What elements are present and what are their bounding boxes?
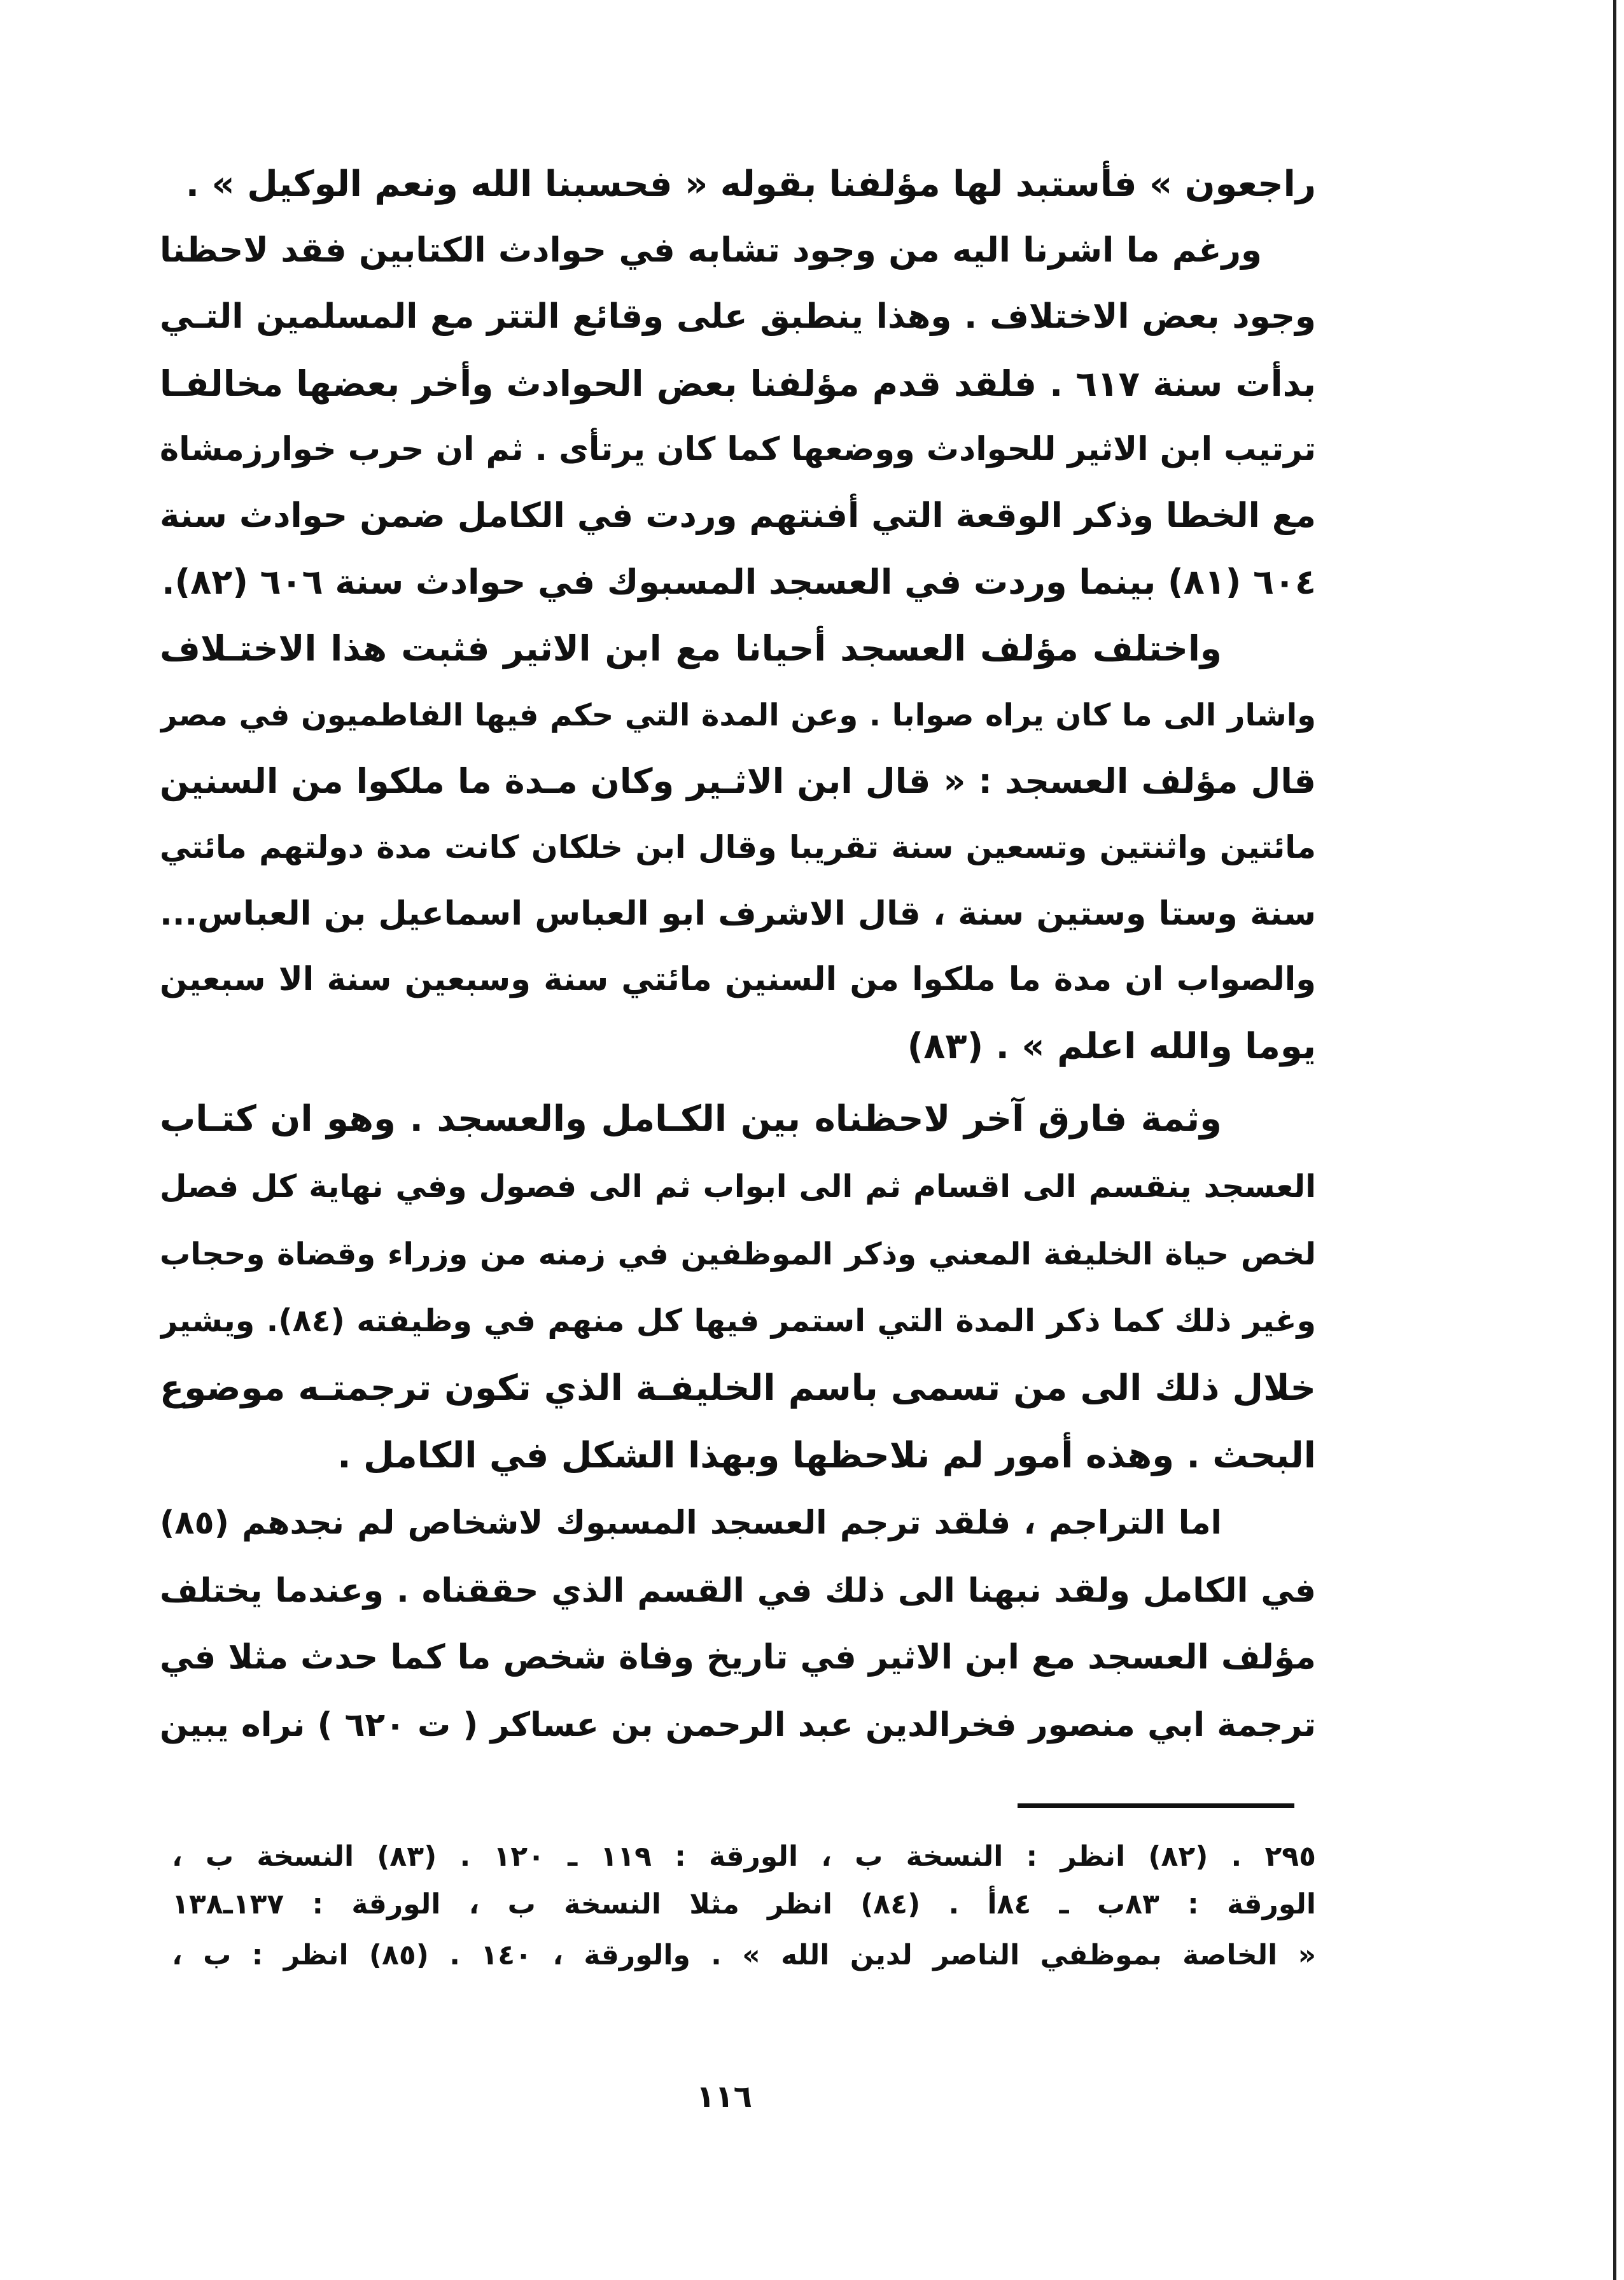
body-line: سنة وستا وستين سنة ، قال الاشرف ابو العباس اسماعيل بن العباس... bbox=[160, 895, 1316, 933]
footnote-line: « الخاصة بموظفي الناصر لدين الله » . والورقة ، ١٤٠ . (٨٥) انظر : ب ، bbox=[172, 1939, 1316, 1971]
footnote-separator bbox=[1018, 1803, 1294, 1808]
body-line: في الكامل ولقد نبهنا الى ذلك في القسم الذي حققناه . وعندما يختلف bbox=[160, 1572, 1316, 1610]
page-number: ١١٦ bbox=[696, 2079, 752, 2115]
body-line: مؤلف العسجد مع ابن الاثير في تاريخ وفاة شخص ما كما حدث مثلا في bbox=[160, 1638, 1316, 1677]
footnote-line: ٢٩٥ . (٨٢) انظر : النسخة ب ، الورقة : ١١٩ ـ ١٢٠ . (٨٣) النسخة ب ، bbox=[172, 1840, 1316, 1873]
body-line: ٦٠٤ (٨١) بينما وردت في العسجد المسبوك في حوادث سنة ٦٠٦ (٨٢). bbox=[162, 562, 1316, 602]
body-line: وجود بعض الاختلاف . وهذا ينطبق على وقائع التتر مع المسلمين التـي bbox=[160, 297, 1316, 336]
body-line: البحث . وهذه أمور لم نلاحظها وبهذا الشكل في الكامل . bbox=[337, 1435, 1316, 1476]
body-line: واشار الى ما كان يراه صوابا . وعن المدة التي حكم فيها الفاطميون في مصر bbox=[160, 697, 1316, 733]
body-line: خلال ذلك الى من تسمى باسم الخليفـة الذي تكون ترجمتـه موضوع bbox=[160, 1367, 1316, 1409]
body-line: واختلف مؤلف العسجد أحيانا مع ابن الاثير فثبت هذا الاختـلاف bbox=[160, 628, 1222, 669]
body-line: اما التراجم ، فلقد ترجم العسجد المسبوك لاشخاص لم نجدهم (٨٥) bbox=[160, 1504, 1222, 1542]
body-line: بدأت سنة ٦١٧ . فلقد قدم مؤلفنا بعض الحوادث وأخر بعضها مخالفـا bbox=[160, 363, 1316, 404]
body-line: العسجد ينقسم الى اقسام ثم الى ابواب ثم الى فصول وفي نهاية كل فصل bbox=[160, 1168, 1316, 1205]
body-line: ورغم ما اشرنا اليه من وجود تشابه في حوادث الكتابين فقد لاحظنا bbox=[160, 231, 1262, 270]
body-line: ترجمة ابي منصور فخرالدين عبد الرحمن بن عساكر ( ت ٦٢٠ ) نراه يبين bbox=[160, 1706, 1316, 1744]
body-line: يوما والله اعلم » . (٨٣) bbox=[907, 1026, 1316, 1067]
scan-edge-line bbox=[1613, 0, 1616, 2280]
body-line: مع الخطا وذكر الوقعة التي أفنتهم وردت في الكامل ضمن حوادث سنة bbox=[160, 496, 1316, 535]
body-line: مائتين واثنتين وتسعين سنة تقريبا وقال ابن خلكان كانت مدة دولتهم مائتي bbox=[160, 829, 1316, 865]
body-line: لخص حياة الخليفة المعني وذكر الموظفين في زمنه من وزراء وقضاة وحجاب bbox=[160, 1236, 1316, 1272]
body-line: قال مؤلف العسجد : « قال ابن الاثـير وكان مـدة ما ملكوا من السنين bbox=[160, 761, 1316, 801]
body-line: ترتيب ابن الاثير للحوادث ووضعها كما كان يرتأى . ثم ان حرب خوارزمشاة bbox=[160, 431, 1316, 468]
body-line: والصواب ان مدة ما ملكوا من السنين مائتي سنة وسبعين سنة الا سبعين bbox=[160, 961, 1316, 998]
footnote-line: الورقة : ٨٣ب ـ ٨٤أ . (٨٤) انظر مثلا النسخة ب ، الورقة : ١٣٧ـ١٣٨ bbox=[172, 1888, 1316, 1920]
body-line: راجعون » فأستبد لها مؤلفنا بقوله « فحسبنا الله ونعم الوكيل » . bbox=[185, 164, 1316, 205]
body-line: وثمة فارق آخر لاحظناه بين الكـامل والعسجد . وهو ان كتـاب bbox=[160, 1098, 1222, 1140]
body-line: وغير ذلك كما ذكر المدة التي استمر فيها كل منهم في وظيفته (٨٤). ويشير bbox=[160, 1303, 1316, 1339]
